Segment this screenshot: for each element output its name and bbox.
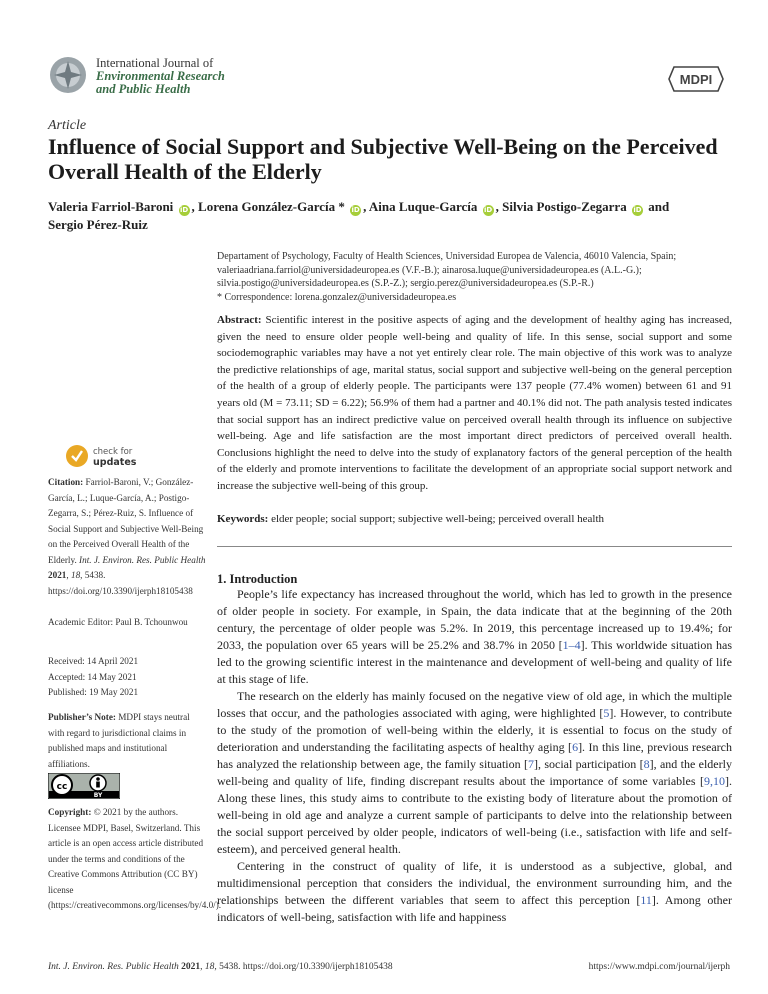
body-text [217,586,732,926]
abstract-label: Abstract: [217,314,262,326]
accepted-date: Accepted: 14 May 2021 [48,671,137,682]
author-name[interactable]: Aina Luque-García [368,199,478,214]
journal-name-line2: Environmental Research [96,69,225,83]
received-date: Received: 14 April 2021 [48,656,139,666]
author-name[interactable]: Valeria Farriol-Baroni [48,199,174,214]
publisher-note [48,710,208,772]
author-separator: , [191,199,199,214]
paragraph: People’s life expectancy has increased throughout the world, which has led to growth in the presence of older people in society. For example, in Spain, the data indicate that at the beginning of the 20th century, the percentage of older people was 5.2%. In 2019, this percentage increased up to 19.4%; for 2033, the population over 65 years will be 25.2% and 38.7% in 2050 [1–4]. This worldwide situation has led to the growing scientific interest in the maintenance and development of well-being and quality of life at this stage of life. [217,587,732,686]
footer-year: 2021 [181,962,201,972]
divider [217,546,732,547]
check-updates-line1: check for [93,447,133,457]
mdpi-logo-text: MDPI [679,72,713,87]
orcid-icon[interactable]: iD [351,206,360,214]
footer-doi[interactable]: , 5438. https://doi.org/10.3390/ijerph18105438 [214,962,393,972]
cc-by-text: BY [93,792,103,799]
citation-doi[interactable]: , 5438. https://doi.org/10.3390/ijerph18105438 [48,570,193,596]
journal-logo-icon [48,55,88,95]
check-for-updates-badge[interactable] [65,442,145,470]
paragraph: The research on the elderly has mainly focused on the negative view of old age, in which the multiple losses that occur, and the pathologies associated with aging, were highlighted [5]. However, to contribute to the study of the promotion of well-being within the elderly, it is essential to focus on the study of deterioration and understanding the facilitating aspects of healthy aging [6]. In this line, previous research has analyzed the relationship between age, the family situation [7], social participation [8], and the elderly well-being and quality of life, finding discrepant results about the importance of some variables [9,10]. Along these lines, this study aims to contribute to the existing body of literature about the promotion of well-being in old age and analyze a current sample of participants to delve into the relationship between the social support perceived by older people, indicators of well-being (i.e., satisfaction with life and self-esteem), and perceived general health. [217,689,733,856]
citation-volume: 18 [70,570,81,580]
affiliation-emails-2: silvia.postigo@universidadeuropea.es (S.P.-Z.); sergio.perez@universidadeuropea.es (S.P.-R.) [217,278,594,289]
dates-block [48,654,208,701]
academic-editor: Academic Editor: Paul B. Tchounwou [48,617,188,627]
paragraph: Centering in the construct of quality of life, it is understood as a subjective, global, and multidimensional perception that considers the individual, the environment surrounding him, and the relationships between the different variables that seem to affect this perception [11]. Among other indicators of well-being, satisfaction with life and happiness [217,859,732,924]
author-list [48,198,728,234]
cc-by-license-icon[interactable] [48,773,120,799]
orcid-icon[interactable]: iD [179,206,189,214]
section-heading: 1. Introduction [217,572,298,586]
copyright-label: Copyright: [48,807,92,817]
journal-name-line3: and Public Health [96,82,191,96]
citation-year: 2021 [48,570,67,580]
citation-text: Farriol-Baroni, V.; González-García, L.; Luque-García, A.; Postigo-Zegarra, S.; Pérez-Ruiz, S. Influence of Social Support and Subjective Well-Being on the Perceived Overall Health of the Elderly. [48,477,204,565]
copyright-text: © 2021 by the authors. Licensee MDPI, Basel, Switzerland. This article is an open access article distributed under the terms and conditions of the Creative Commons Attribution (CC BY) license (https://creativecommons.org/licenses/by/4.0/). [48,807,222,910]
citation-link[interactable]: 9,10 [704,774,725,788]
journal-name-line1: International Journal of [96,56,214,70]
keywords [217,512,732,527]
copyright-block [48,805,222,914]
citation-link[interactable]: 5 [603,706,610,720]
citation-link[interactable]: 6 [572,740,579,754]
correspondence: * Correspondence: lorena.gonzalez@universidadeuropea.es [217,291,457,303]
journal-name [96,57,225,96]
author-separator: , [363,199,369,214]
citation-link[interactable]: 1–4 [562,638,581,652]
citation-link[interactable]: 8 [643,757,650,771]
author-name[interactable]: Sergio Pérez-Ruiz [48,217,148,232]
citation-block: Citation: Farriol-Baroni, V.; González-García, L.; Luque-García, A.; Postigo-Zegarra, S.; Pérez-Ruiz, S. Influence of Social Support and Subjective Well-Being on the Perceived Overall Health of the Elderly. Int. J. Environ. Res. Public Health 2021, 18, 5438. https://doi.org/10.3390/ijerph18105438 [48,477,206,596]
abstract [217,312,732,495]
keywords-text: elder people; social support; subjective well-being; perceived overall health [271,513,605,525]
publisher-note-label: Publisher’s Note: [48,712,116,722]
check-updates-line2: updates [93,457,137,468]
keywords-label: Keywords: [217,513,269,525]
footer-volume: 18 [204,962,215,972]
author-name[interactable]: Silvia Postigo-Zegarra [502,199,627,214]
mdpi-logo [668,66,724,92]
affiliation-emails-1: valeriaadriana.farriol@universidadeuropea.es (V.F.-B.); ainarosa.luque@universidadeuropea.es (A.L.-G.); [217,264,642,276]
citation-link[interactable]: 7 [527,757,534,771]
orcid-icon[interactable]: iD [633,206,642,214]
publisher-note-text: MDPI stays neutral with regard to jurisdictional claims in published maps and institutional affiliations. [48,712,190,769]
author-separator: and [644,199,670,214]
footer-url[interactable]: https://www.mdpi.com/journal/ijerph [588,962,730,972]
article-title: Influence of Social Support and Subjective Well-Being on the Perceived Overall Health of the Elderly [48,134,718,184]
orcid-icon[interactable]: iD [484,206,493,214]
author-name[interactable]: Lorena González-García * [198,199,345,214]
citation-label: Citation: [48,477,84,487]
citation-journal: Int. J. Environ. Res. Public Health [79,554,206,565]
author-separator: , [495,199,503,214]
published-date: Published: 19 May 2021 [48,687,139,697]
footer-citation: Int. J. Environ. Res. Public Health 2021, 18, 5438. https://doi.org/10.3390/ijerph18105438 [48,962,393,972]
citation-link[interactable]: 11 [640,893,652,907]
footer-journal: Int. J. Environ. Res. Public Health [48,962,179,972]
affiliation-department: Departament of Psychology, Faculty of Health Sciences, Universidad Europea de Valencia, 46010 Valencia, Spain; [217,251,677,262]
svg-text:cc: cc [56,782,68,792]
article-type: Article [48,118,87,133]
abstract-text: Scientific interest in the positive aspects of aging and the development of healthy aging has increased, given the need to ensure older people well-being and quality of life. In this sense, social support and some sociodemographic variables may have a not yet entirely clear role. The main objective of this work was to analyze the predictive relationships of age, marital status, social support and subjective well-being on the general perception of the health of a group of elderly people. The participants were 137 people (77.4% women) between 61 and 91 years old (M = 73.11; SD = 6.22); 56.9% of them had a partner and 40.1% did not. The path analysis tested indicates that social support has an indirect predictive value on perceived overall health through its influence on subjective well-being. Age and life satisfaction are the most important direct predictors of perceived overall health. Conclusions highlight the need to delve into the study of explanatory factors of the general perception of the health of the elderly and promote interventions to facilitate the development of an appropriate social support network and increase the subjective well-being of this group. [217,314,733,492]
affiliation [217,250,732,304]
